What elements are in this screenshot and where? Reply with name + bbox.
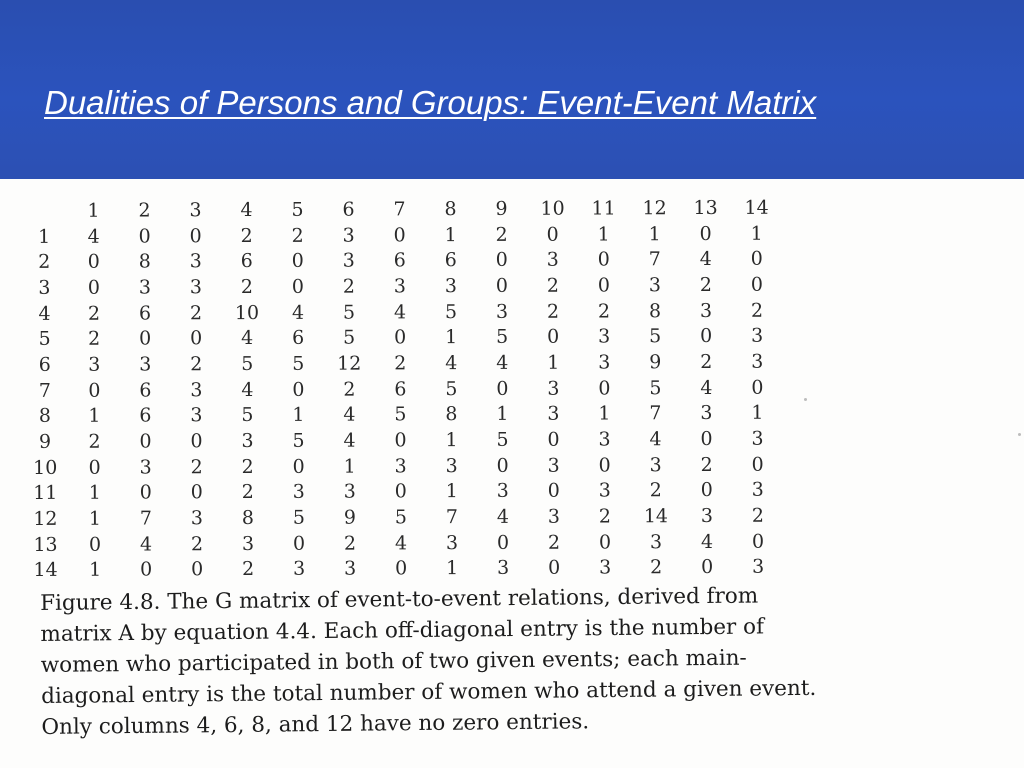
matrix-cell: 0 (190, 430, 203, 453)
matrix-cell: 2 (598, 505, 611, 528)
matrix-row (20, 220, 782, 249)
matrix-cell: 3 (598, 428, 611, 451)
matrix-cell: 4 (700, 376, 713, 399)
matrix-cell: 3 (394, 455, 407, 478)
matrix-cell: 6 (292, 327, 305, 350)
row-header: 8 (38, 405, 52, 428)
matrix-cell: 1 (89, 559, 102, 582)
matrix-cell: 0 (88, 456, 101, 479)
matrix-cell: 5 (241, 404, 254, 427)
matrix-cell: 7 (649, 402, 662, 425)
matrix-cell: 4 (496, 505, 509, 529)
matrix-cell: 5 (496, 326, 509, 349)
matrix-cell: 1 (88, 482, 101, 505)
matrix-cell: 0 (139, 327, 152, 350)
matrix-cell: 5 (496, 428, 509, 451)
matrix-cell: 0 (292, 455, 305, 478)
matrix-cell: 2 (699, 273, 712, 296)
matrix-cell: 0 (495, 274, 508, 297)
matrix-cell: 3 (649, 453, 662, 476)
matrix-cell: 3 (393, 275, 406, 298)
matrix-cell: 9 (343, 506, 356, 529)
matrix-cell: 1 (597, 222, 610, 246)
matrix-row (21, 400, 783, 429)
matrix-cell: 5 (292, 352, 305, 375)
matrix-cell: 5 (343, 326, 356, 349)
matrix-cell: 5 (241, 352, 254, 376)
matrix-cell: 3 (293, 558, 306, 581)
column-header: 3 (189, 199, 202, 222)
matrix-cell: 0 (189, 224, 202, 247)
matrix-cell: 3 (497, 557, 510, 580)
matrix-cell: 3 (751, 427, 764, 450)
matrix-cell: 3 (241, 532, 255, 555)
row-header: 11 (33, 482, 58, 505)
caption-line: diagonal entry is the total number of women who attend a given event. (41, 675, 817, 709)
matrix-cell: 0 (292, 532, 306, 555)
matrix-cell: 3 (700, 402, 713, 425)
row-header: 13 (33, 533, 58, 556)
row-header: 12 (33, 507, 58, 531)
matrix-cell: 2 (343, 378, 356, 401)
matrix-row (20, 272, 782, 301)
matrix-cell: 1 (598, 402, 611, 425)
matrix-cell: 2 (87, 302, 101, 325)
matrix-cell: 7 (445, 506, 458, 529)
matrix-cell: 2 (189, 301, 203, 324)
matrix-cell: 3 (342, 249, 355, 272)
caption-line: Figure 4.8. The G matrix of event-to-event relations, derived from (40, 583, 759, 616)
matrix-cell: 1 (444, 223, 457, 246)
matrix-cell: 1 (547, 351, 560, 374)
matrix-cell: 0 (190, 327, 203, 350)
matrix-cell: 2 (700, 453, 713, 476)
matrix-cell: 0 (496, 454, 509, 477)
matrix-cell: 3 (598, 351, 611, 374)
matrix-body (20, 220, 784, 583)
scan-speck (1018, 433, 1021, 436)
matrix-cell: 2 (597, 300, 611, 323)
matrix-cell: 4 (394, 532, 408, 555)
matrix-cell: 3 (344, 558, 357, 581)
matrix-cell: 4 (496, 351, 509, 374)
matrix-cell: 1 (496, 403, 509, 426)
matrix-cell: 2 (242, 558, 255, 581)
matrix-cell: 0 (496, 377, 509, 400)
figure-caption (40, 578, 1002, 743)
matrix-cell: 3 (445, 454, 458, 477)
matrix-cell: 5 (292, 429, 305, 452)
matrix-row (21, 349, 783, 378)
matrix-cell: 3 (547, 454, 560, 477)
caption-line: women who participated in both of two given events; each main- (40, 645, 747, 678)
matrix-cell: 3 (699, 299, 713, 322)
matrix-cell: 0 (547, 325, 560, 348)
matrix-cell: 3 (342, 224, 355, 247)
matrix-cell: 0 (546, 223, 559, 246)
matrix-cell: 8 (648, 299, 662, 322)
scan-speck (804, 398, 807, 401)
matrix-cell: 2 (241, 455, 254, 478)
matrix-cell: 2 (546, 274, 559, 297)
matrix-row (21, 477, 783, 506)
matrix-cell: 0 (394, 429, 407, 452)
matrix-cell: 1 (446, 557, 459, 580)
matrix-cell: 5 (394, 403, 407, 426)
matrix-cell: 3 (444, 275, 457, 298)
matrix-row (21, 529, 783, 558)
matrix-cell: 0 (88, 533, 102, 556)
matrix-cell: 3 (547, 505, 560, 528)
matrix-cell: 0 (88, 379, 101, 402)
matrix-cell: 5 (649, 325, 662, 348)
matrix-cell: 4 (343, 429, 356, 452)
matrix-cell: 3 (190, 404, 203, 427)
matrix-cell: 1 (445, 326, 458, 349)
row-header: 7 (38, 379, 51, 402)
matrix-cell: 4 (139, 533, 153, 556)
row-header: 1 (38, 225, 51, 248)
matrix-cell: 5 (444, 300, 458, 323)
matrix-cell: 2 (190, 532, 204, 556)
matrix-cell: 10 (234, 301, 260, 324)
matrix-cell: 3 (751, 479, 764, 502)
matrix-cell: 2 (700, 350, 713, 374)
column-header: 14 (744, 196, 769, 219)
matrix-cell: 0 (598, 531, 612, 554)
matrix-cell: 3 (751, 325, 764, 348)
matrix-cell: 5 (394, 506, 407, 529)
matrix-cell: 1 (750, 222, 763, 245)
matrix-cell: 3 (138, 276, 151, 299)
matrix-cell: 3 (189, 276, 202, 299)
matrix-cell: 3 (190, 507, 203, 530)
matrix-cell: 0 (751, 376, 764, 399)
matrix-cell: 0 (190, 481, 203, 504)
caption-line: matrix A by equation 4.4. Each off-diagonal entry is the number of (40, 614, 765, 647)
matrix-cell: 2 (240, 224, 253, 247)
matrix-cell: 0 (547, 480, 560, 503)
matrix-cell: 3 (343, 480, 356, 503)
matrix-cell: 3 (648, 274, 661, 297)
matrix-cell: 0 (750, 247, 763, 271)
matrix-cell: 4 (87, 225, 100, 248)
matrix-cell: 2 (190, 353, 203, 376)
matrix-cell: 3 (292, 481, 305, 504)
matrix-cell: 4 (291, 301, 305, 324)
matrix-row (21, 452, 783, 481)
caption-line: Only columns 4, 6, 8, and 12 have no zero entries. (41, 709, 590, 740)
matrix-cell: 5 (445, 377, 458, 400)
matrix-cell: 8 (445, 403, 458, 426)
matrix-cell: 1 (648, 222, 661, 245)
matrix-cell: 3 (547, 402, 560, 426)
matrix-cell: 0 (597, 248, 610, 271)
column-header: 9 (495, 197, 508, 220)
matrix-cell: 0 (547, 428, 560, 451)
matrix-cell: 3 (752, 556, 765, 579)
matrix-cell: 14 (643, 505, 669, 528)
matrix-row (20, 246, 782, 275)
matrix-cell: 0 (87, 276, 100, 299)
matrix-cell: 2 (394, 352, 407, 375)
column-header: 6 (342, 198, 355, 221)
row-header: 6 (38, 353, 51, 376)
matrix-cell: 6 (240, 250, 253, 273)
column-header: 1 (87, 199, 100, 222)
matrix-cell: 4 (700, 530, 714, 553)
matrix-cell: 2 (88, 430, 101, 453)
matrix-cell: 2 (190, 455, 203, 478)
matrix-cell: 3 (241, 430, 254, 453)
matrix-cell: 7 (648, 248, 661, 271)
matrix-cell: 0 (292, 378, 305, 401)
matrix-cell: 2 (342, 275, 355, 298)
title-banner (0, 0, 1024, 179)
matrix-cell: 2 (650, 556, 663, 579)
matrix-cell: 0 (548, 557, 561, 580)
matrix-cell: 4 (393, 300, 407, 323)
matrix-cell: 6 (138, 302, 152, 325)
matrix-cell: 6 (394, 377, 407, 401)
matrix-cell: 3 (189, 250, 202, 273)
matrix-cell: 4 (241, 327, 254, 350)
matrix-cell: 0 (598, 377, 611, 400)
matrix-cell: 0 (394, 326, 407, 349)
row-header: 9 (38, 430, 52, 453)
matrix-cell: 2 (751, 504, 764, 527)
slide-title: Dualities of Persons and Groups: Event-Event Matrix (44, 84, 817, 121)
matrix-cell: 2 (547, 531, 561, 554)
matrix-cell: 1 (343, 455, 356, 478)
matrix-cell: 3 (496, 480, 509, 503)
column-header: 2 (138, 199, 151, 222)
matrix-cell: 0 (751, 530, 765, 553)
matrix-cell: 7 (139, 507, 152, 530)
matrix-cell: 2 (649, 479, 662, 502)
matrix-cell: 8 (241, 507, 254, 530)
matrix-cell: 3 (598, 479, 611, 502)
matrix-row (21, 503, 783, 532)
matrix-cell: 0 (87, 250, 100, 273)
matrix-cell: 8 (138, 250, 151, 273)
column-header: 10 (540, 197, 565, 220)
matrix-cell: 1 (292, 404, 305, 427)
matrix-cell: 2 (750, 299, 764, 322)
matrix-cell: 0 (701, 556, 714, 579)
matrix-cell: 1 (88, 404, 101, 428)
matrix-cell: 0 (394, 480, 407, 503)
matrix-row (22, 554, 784, 583)
column-header: 5 (291, 198, 304, 221)
matrix-cell: 3 (547, 377, 560, 400)
row-header: 5 (38, 328, 51, 351)
matrix-cell: 6 (139, 404, 152, 427)
matrix-cell: 0 (191, 558, 204, 581)
matrix-header-row (20, 195, 782, 224)
matrix-cell: 3 (598, 325, 611, 348)
matrix-cell: 3 (700, 505, 713, 528)
matrix-cell: 3 (649, 530, 663, 554)
matrix-cell: 2 (241, 481, 254, 504)
matrix-cell: 12 (337, 352, 362, 375)
matrix-cell: 3 (546, 248, 559, 271)
event-event-matrix (20, 195, 784, 584)
matrix-row (20, 297, 782, 326)
column-header: 4 (240, 198, 253, 221)
matrix-cell: 0 (597, 274, 610, 297)
matrix-cell: 4 (241, 378, 254, 401)
matrix-cell: 1 (445, 429, 458, 452)
matrix-cell: 0 (291, 275, 304, 298)
matrix-corner (20, 198, 68, 224)
matrix-cell: 3 (190, 378, 203, 401)
matrix-row (21, 426, 783, 455)
matrix-cell: 1 (445, 480, 458, 503)
matrix-cell: 4 (649, 428, 662, 451)
matrix-cell: 2 (88, 327, 101, 350)
column-header: 13 (693, 196, 718, 219)
matrix-cell: 2 (495, 223, 508, 246)
row-header: 2 (38, 251, 51, 274)
matrix-row (21, 374, 783, 403)
matrix-cell: 6 (393, 249, 406, 272)
matrix-cell: 0 (699, 222, 712, 245)
matrix-cell: 4 (343, 403, 356, 426)
matrix-cell: 5 (292, 506, 305, 529)
matrix-cell: 3 (139, 353, 152, 376)
matrix-cell: 3 (139, 456, 152, 479)
matrix-row (21, 323, 783, 352)
matrix-cell: 1 (751, 402, 764, 425)
matrix-cell: 9 (649, 351, 662, 374)
matrix-cell: 5 (342, 301, 356, 324)
row-header: 10 (33, 456, 58, 479)
matrix-cell: 0 (138, 224, 151, 248)
matrix-cell: 5 (649, 376, 662, 399)
column-header: 8 (444, 197, 457, 220)
matrix-cell: 6 (444, 249, 457, 272)
matrix-cell: 3 (495, 300, 509, 323)
matrix-cell: 0 (750, 273, 763, 296)
matrix-cell: 1 (88, 507, 101, 530)
matrix-cell: 3 (88, 353, 101, 376)
matrix-cell: 0 (291, 249, 304, 273)
matrix-cell: 0 (700, 428, 713, 451)
matrix-cell: 0 (700, 479, 713, 502)
column-header: 11 (591, 197, 616, 220)
matrix-cell: 2 (546, 300, 560, 323)
row-header: 14 (33, 559, 58, 582)
matrix-cell: 0 (140, 558, 153, 581)
column-header: 12 (642, 197, 667, 220)
matrix-cell: 2 (343, 532, 357, 555)
column-header: 7 (393, 198, 406, 221)
matrix-cell: 0 (751, 453, 764, 476)
matrix-cell: 2 (291, 224, 304, 247)
matrix-cell: 3 (599, 556, 612, 579)
row-header: 3 (38, 276, 51, 299)
matrix-cell: 0 (495, 249, 508, 272)
matrix-cell: 2 (240, 275, 253, 298)
matrix-cell: 3 (445, 531, 459, 554)
matrix-cell: 4 (699, 248, 712, 271)
matrix-cell: 0 (496, 531, 510, 554)
matrix-cell: 3 (751, 350, 764, 373)
matrix-cell: 6 (139, 379, 152, 402)
matrix-cell: 0 (395, 557, 408, 580)
matrix-cell: 0 (139, 430, 152, 453)
matrix-cell: 0 (139, 481, 152, 504)
matrix-cell: 4 (445, 352, 458, 375)
matrix-cell: 0 (700, 325, 713, 348)
matrix-cell: 0 (393, 223, 406, 246)
row-header: 4 (38, 302, 51, 325)
matrix-cell: 0 (598, 454, 611, 477)
